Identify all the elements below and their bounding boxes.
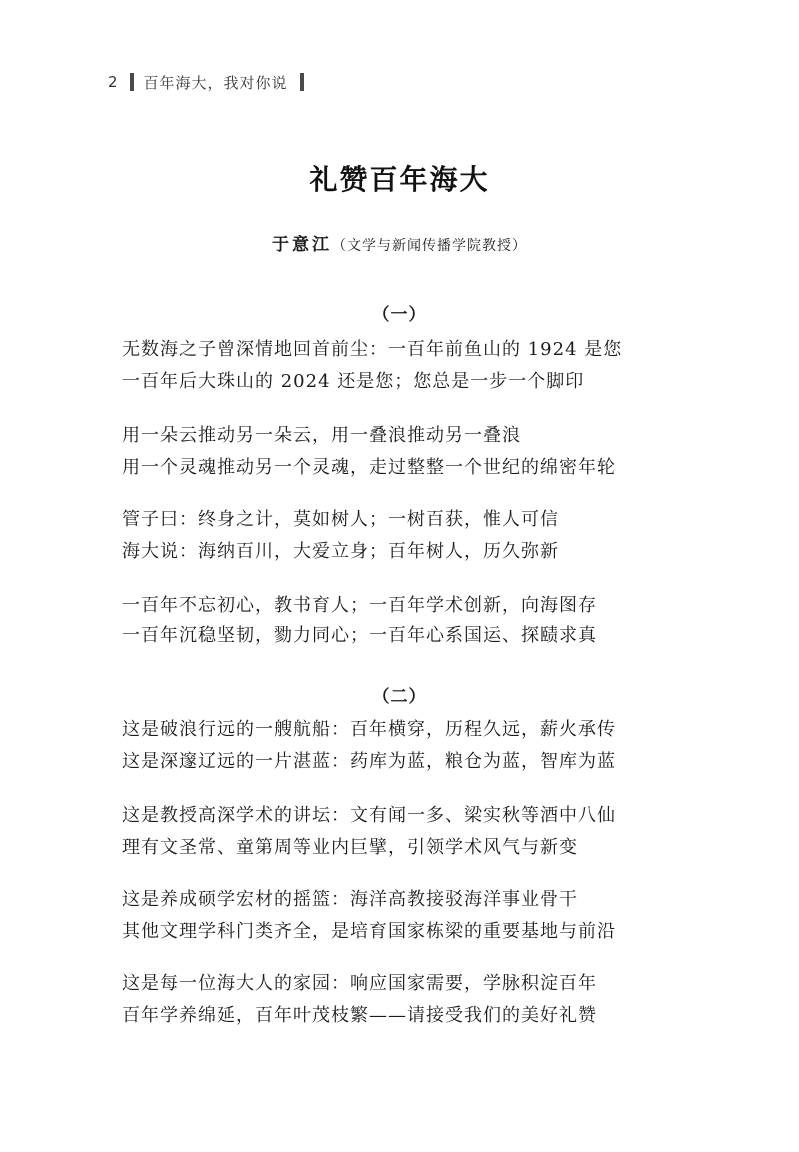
poem-line: 其他文理学科门类齐全，是培育国家栋梁的重要基地与前沿 bbox=[122, 921, 616, 942]
poem-line: 这是每一位海大人的家园：响应国家需要，学脉积淀百年 bbox=[122, 973, 597, 994]
poem-line: 无数海之子曾深情地回首前尘：一百年前鱼山的 1924 是您 bbox=[122, 339, 623, 360]
poem-line: 这是养成硕学宏材的摇篮：海洋高教接驳海洋事业骨干 bbox=[122, 889, 578, 910]
running-header bbox=[108, 70, 304, 94]
poem-line: 这是教授高深学术的讲坛：文有闻一多、梁实秋等酒中八仙 bbox=[122, 805, 616, 826]
poem-line: 一百年后大珠山的 2024 还是您；您总是一步一个脚印 bbox=[122, 371, 585, 392]
book-title: 百年海大，我对你说 bbox=[143, 73, 288, 92]
header-end-bar bbox=[300, 73, 304, 91]
author-name: 于意江 bbox=[272, 235, 332, 255]
author-affiliation: （文学与新闻传播学院教授） bbox=[332, 238, 527, 254]
section-heading-1: （一） bbox=[372, 305, 427, 325]
poem-line: 这是深邃辽远的一片湛蓝：药库为蓝，粮仓为蓝，智库为蓝 bbox=[122, 751, 616, 772]
header-divider-bar bbox=[130, 73, 134, 91]
article-title: 礼赞百年海大 bbox=[309, 163, 490, 196]
poem-line: 这是破浪行远的一艘航船：百年横穿，历程久远，薪火承传 bbox=[122, 719, 616, 740]
poem-line: 用一朵云推动另一朵云，用一叠浪推动另一叠浪 bbox=[122, 425, 521, 446]
byline bbox=[0, 230, 799, 255]
poem-line: 管子曰：终身之计，莫如树人；一树百获，惟人可信 bbox=[122, 509, 559, 530]
page-number: 2 bbox=[108, 73, 118, 91]
poem-line: 一百年沉稳坚韧，勠力同心；一百年心系国运、探赜求真 bbox=[122, 625, 597, 646]
poem-line: 海大说：海纳百川，大爱立身；百年树人，历久弥新 bbox=[122, 541, 559, 562]
poem-line: 百年学养绵延，百年叶茂枝繁——请接受我们的美好礼赞 bbox=[122, 1005, 597, 1026]
poem-line: 用一个灵魂推动另一个灵魂，走过整整一个世纪的绵密年轮 bbox=[122, 457, 616, 478]
poem-line: 一百年不忘初心，教书育人；一百年学术创新，向海图存 bbox=[122, 595, 597, 616]
section-heading-2: （二） bbox=[372, 687, 427, 707]
poem-line: 理有文圣常、童第周等业内巨擘，引领学术风气与新变 bbox=[122, 837, 578, 858]
